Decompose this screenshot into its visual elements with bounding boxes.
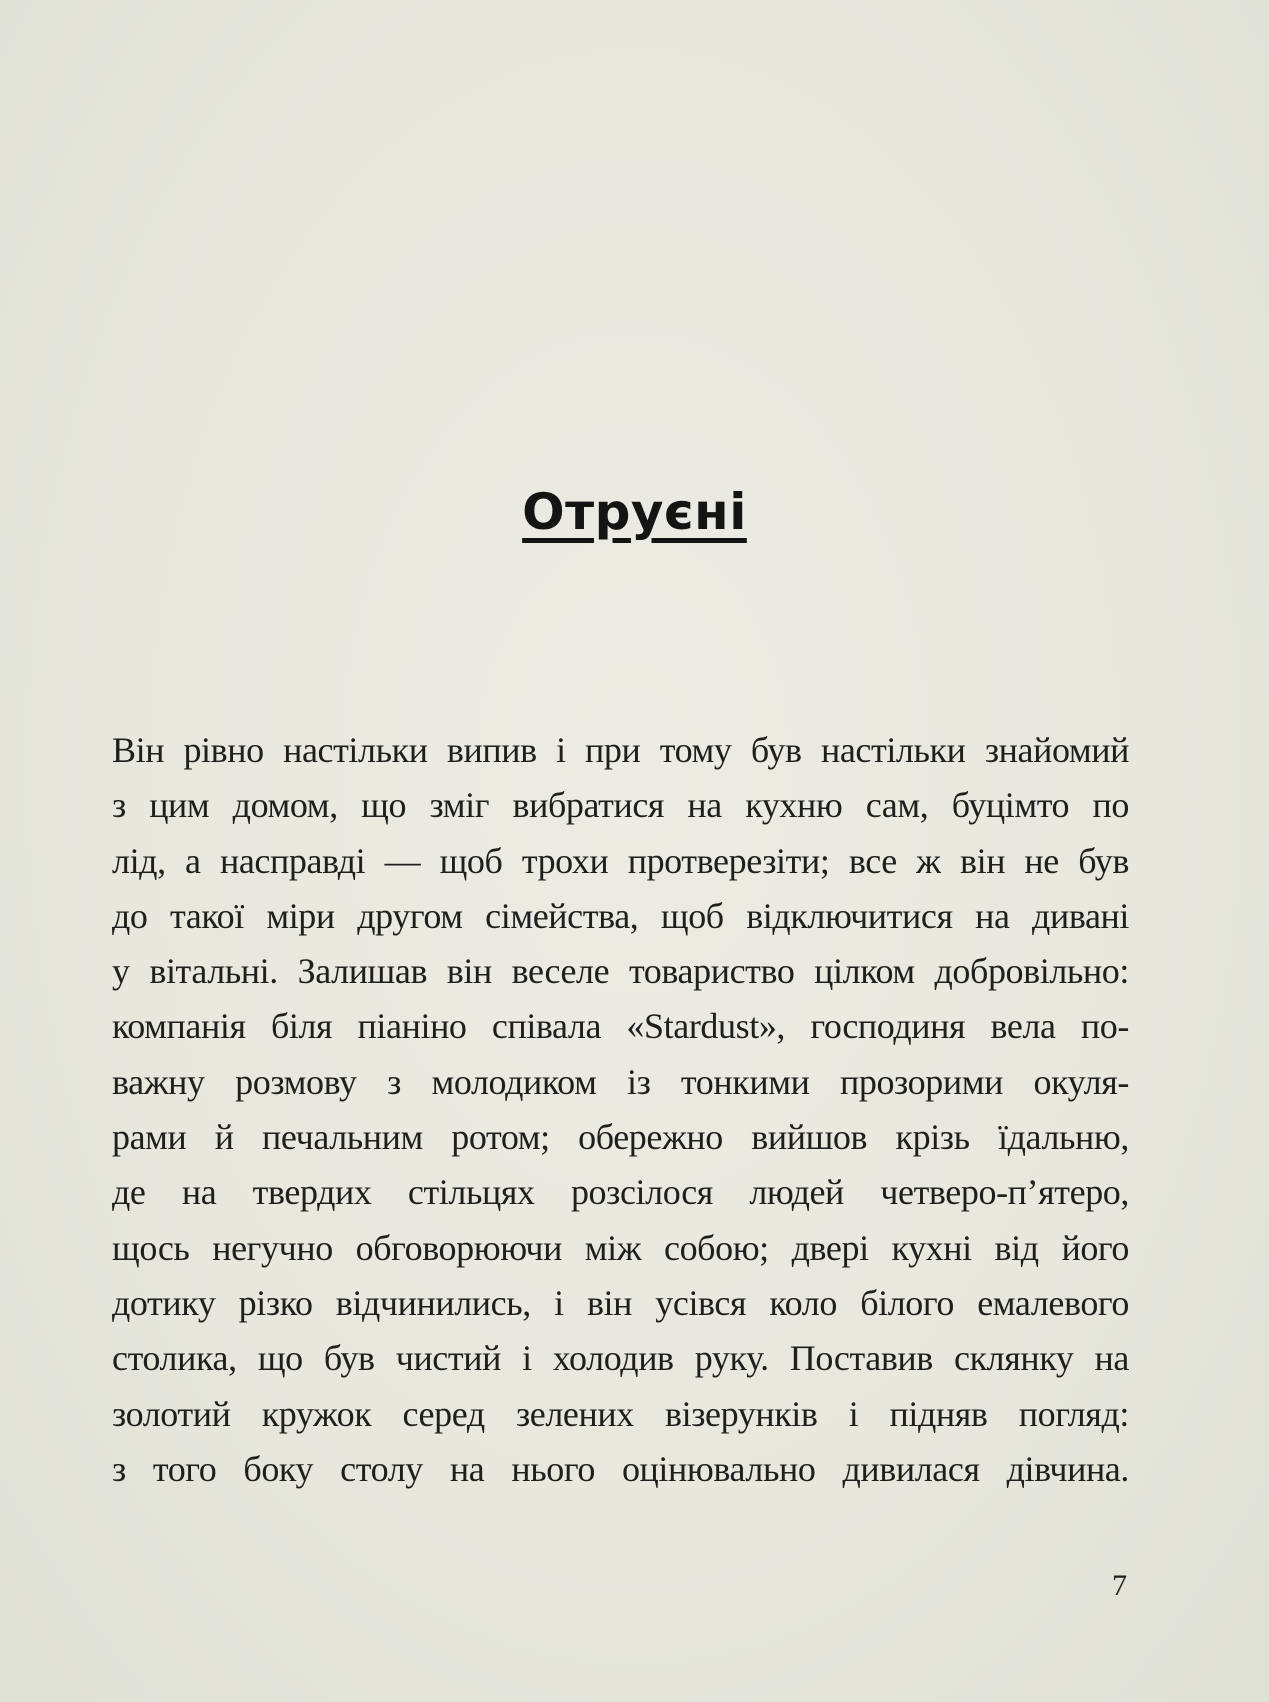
text-line: щось негучно обговорюючи між собою; двері кухні від його xyxy=(112,1227,1129,1268)
text-line: у вітальні. Залишав він веселе товариство цілком добровільно: xyxy=(112,951,1129,992)
page-number: 7 xyxy=(1112,1569,1127,1602)
text-line: золотий кружок серед зелених візерунків і підняв погляд: xyxy=(112,1393,1129,1434)
text-line: столика, що був чистий і холодив руку. Поставив склянку на xyxy=(112,1338,1129,1379)
text-line: дотику різко відчинились, і він усівся коло білого емалевого xyxy=(112,1282,1129,1323)
text-line: Він рівно настільки випив і при тому був настільки знайомий xyxy=(112,730,1129,770)
text-line: компанія біля піаніно співала «Stardust», господиня вела по- xyxy=(112,1006,1129,1047)
text-line: з того боку столу на нього оцінювально дивилася дівчина. xyxy=(112,1448,1129,1489)
text-line: важну розмову з молодиком із тонкими прозорими окуля- xyxy=(112,1061,1129,1102)
chapter-title xyxy=(0,482,1269,542)
body-paragraph xyxy=(112,723,1129,1497)
text-line: до такої міри другом сімейства, щоб відключитися на дивані xyxy=(112,895,1129,936)
chapter-title-text: Отруєні xyxy=(522,483,747,541)
text-line: лід, а насправді — щоб трохи протверезіти; все ж він не був xyxy=(112,840,1129,881)
text-line: де на твердих стільцях розсілося людей четверо-п’ятеро, xyxy=(112,1172,1129,1213)
text-line: рами й печальним ротом; обережно вийшов крізь їдальню, xyxy=(112,1117,1129,1158)
text-line: з цим домом, що зміг вибратися на кухню сам, буцімто по xyxy=(112,785,1129,826)
